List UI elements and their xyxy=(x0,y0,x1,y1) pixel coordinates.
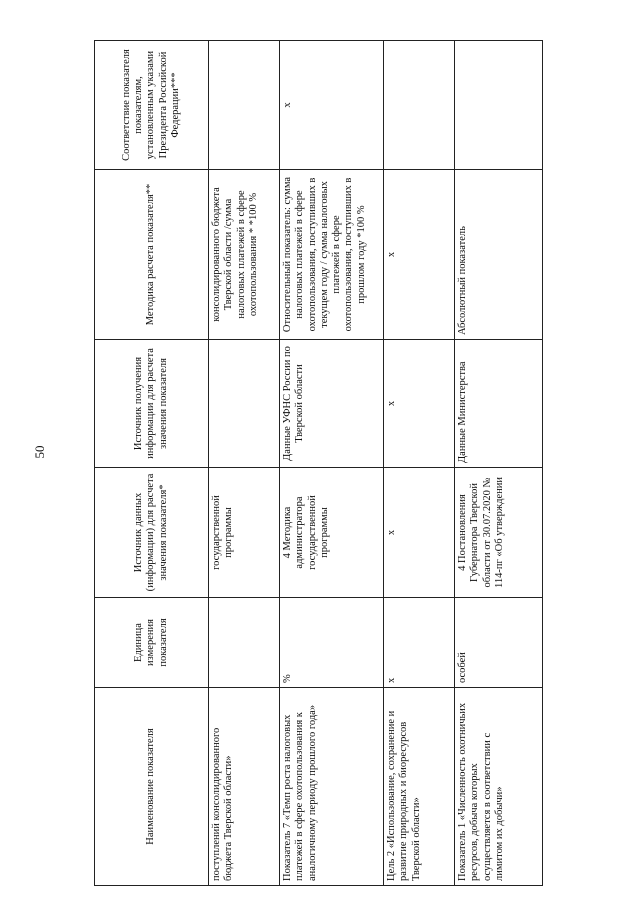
unit: % xyxy=(280,598,384,688)
table-row xyxy=(280,41,384,886)
indicators-table xyxy=(94,40,543,886)
presidential-compliance xyxy=(455,41,543,170)
info-source xyxy=(209,340,280,468)
header-info-source: Источник получения информации для расчета значения показателя xyxy=(95,340,209,468)
unit: х xyxy=(384,598,455,688)
header-unit: Единица измерения показателя xyxy=(95,598,209,688)
method: х xyxy=(384,170,455,340)
indicator-name: Показатель 1 «Численность охотничьих ресурсов, добыча которых осуществляется в соответствии с лимитом их добычи» xyxy=(455,688,543,886)
unit: особей xyxy=(455,598,543,688)
presidential-compliance xyxy=(384,41,455,170)
presidential-compliance xyxy=(209,41,280,170)
table-row xyxy=(209,41,280,886)
info-source: Данные УФНС России по Тверской области xyxy=(280,340,384,468)
table-row xyxy=(384,41,455,886)
data-source: х xyxy=(384,468,455,598)
table-row xyxy=(455,41,543,886)
info-source: х xyxy=(384,340,455,468)
header-row xyxy=(95,41,209,886)
header-indicator-name: Наименование показателя xyxy=(95,688,209,886)
data-source: 4 Постановления Губернатора Тверской области от 30.07.2020 № 114-пг «Об утверждении xyxy=(455,468,543,598)
header-data-source: Источник данных (информации) для расчета значения показателя* xyxy=(95,468,209,598)
method: Абсолютный показатель xyxy=(455,170,543,340)
indicator-name: Цель 2 «Использование, сохранение и развитие природных и биоресурсов Тверской области» xyxy=(384,688,455,886)
presidential-compliance: х xyxy=(280,41,384,170)
unit xyxy=(209,598,280,688)
info-source: Данные Министерства xyxy=(455,340,543,468)
indicator-name: поступлений консолидированного бюджета Тверской области» xyxy=(209,688,280,886)
indicator-name: Показатель 7 «Темп роста налоговых платежей в сфере охотопользования к аналогичному периоду прошлого года» xyxy=(280,688,384,886)
page-number: 50 xyxy=(32,445,47,459)
rotated-table-wrapper xyxy=(94,41,542,886)
method: консолидированного бюджета Тверской области /сумма налоговых платежей в сфере охотопользования * *100 % xyxy=(209,170,280,340)
header-method: Методика расчета показателя** xyxy=(95,170,209,340)
method: Относительный показатель: сумма налоговых платежей в сфере охотопользования, поступивших в текущем году / сумма налоговых платежей в сфере охотопользования, поступивших в прошлом году *100 % xyxy=(280,170,384,340)
header-presidential-compliance: Соответствие показателя показателям, установленным указами Президента Российской Федерации*** xyxy=(95,41,209,170)
data-source: государственной программы xyxy=(209,468,280,598)
data-source: 4 Методика администратора государственной программы xyxy=(280,468,384,598)
